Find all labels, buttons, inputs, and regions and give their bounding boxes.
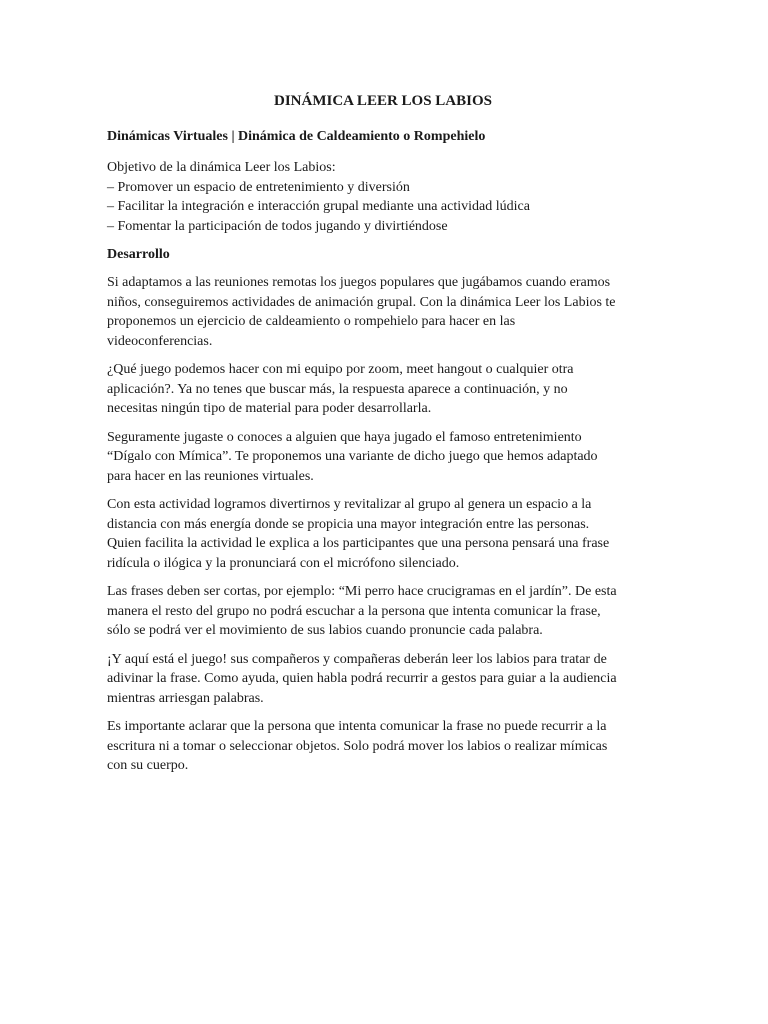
paragraph-line: Las frases deben ser cortas, por ejemplo: “Mi perro hace crucigramas en el jardín”. De esta	[107, 584, 617, 599]
paragraph	[107, 582, 659, 641]
paragraph	[107, 360, 659, 419]
paragraph-line: ¡Y aquí está el juego! sus compañeros y compañeras deberán leer los labios para tratar de	[107, 651, 607, 667]
paragraph-line: videoconferencias.	[107, 333, 213, 349]
paragraph	[107, 428, 659, 487]
objective-item: – Facilitar la integración e interacción grupal mediante una actividad lúdica	[107, 199, 530, 214]
paragraph	[107, 717, 659, 776]
paragraph-line: proponemos un ejercicio de caldeamiento o rompehielo para hacer en las	[107, 314, 516, 329]
document-subtitle: Dinámicas Virtuales | Dinámica de Caldeamiento o Rompehielo	[107, 129, 486, 144]
paragraph-line: ¿Qué juego podemos hacer con mi equipo por zoom, meet hangout o cualquier otra	[107, 362, 574, 377]
paragraph-line: Quien facilita la actividad le explica a los participantes que una persona pensará una frase	[107, 536, 610, 551]
paragraph	[107, 495, 659, 573]
paragraph-line: mientras arriesgan palabras.	[107, 690, 264, 706]
objective-block	[107, 158, 659, 236]
paragraph-line: sólo se podrá ver el movimiento de sus labios cuando pronuncie cada palabra.	[107, 623, 543, 638]
document-page	[107, 92, 659, 785]
paragraph-line: Si adaptamos a las reuniones remotas los juegos populares que jugábamos cuando eramos	[107, 275, 611, 290]
objective-intro: Objetivo de la dinámica Leer los Labios:	[107, 160, 336, 175]
paragraph-line: ridícula o ilógica y la pronunciará con el micrófono silenciado.	[107, 555, 460, 571]
paragraph-line: Es importante aclarar que la persona que intenta comunicar la frase no puede recurrir a la	[107, 719, 607, 734]
paragraph-line: distancia con más energía donde se propicia una mayor integración entre las personas.	[107, 516, 590, 532]
paragraph-line: Seguramente jugaste o conoces a alguien que haya jugado el famoso entretenimiento	[107, 429, 582, 445]
paragraph-line: escritura ni a tomar o seleccionar objetos. Solo podrá mover los labios o realizar mímicas	[107, 738, 608, 754]
paragraph-line: “Dígalo con Mímica”. Te proponemos una variante de dicho juego que hemos adaptado	[107, 449, 598, 464]
objective-item: – Fomentar la participación de todos jugando y divirtiéndose	[107, 218, 448, 234]
section-heading-desarrollo: Desarrollo	[107, 247, 170, 262]
paragraph-line: para hacer en las reuniones virtuales.	[107, 468, 314, 484]
paragraph-line: Con esta actividad logramos divertirnos y revitalizar al grupo al genera un espacio a la	[107, 497, 592, 512]
paragraph-line: manera el resto del grupo no podrá escuchar a la persona que intenta comunicar la frase,	[107, 603, 601, 619]
objective-item: – Promover un espacio de entretenimiento y diversión	[107, 179, 410, 195]
document-title: DINÁMICA LEER LOS LABIOS	[274, 93, 492, 109]
paragraph-line: niños, conseguiremos actividades de animación grupal. Con la dinámica Leer los Labios te	[107, 294, 616, 310]
paragraph-line: adivinar la frase. Como ayuda, quien habla podrá recurrir a gestos para guiar a la audiencia	[107, 671, 617, 686]
paragraph	[107, 273, 659, 351]
paragraph	[107, 650, 659, 709]
paragraph-line: aplicación?. Ya no tenes que buscar más, la respuesta aparece a continuación, y no	[107, 381, 568, 397]
paragraph-line: necesitas ningún tipo de material para poder desarrollarla.	[107, 401, 432, 416]
paragraph-line: con su cuerpo.	[107, 758, 189, 773]
